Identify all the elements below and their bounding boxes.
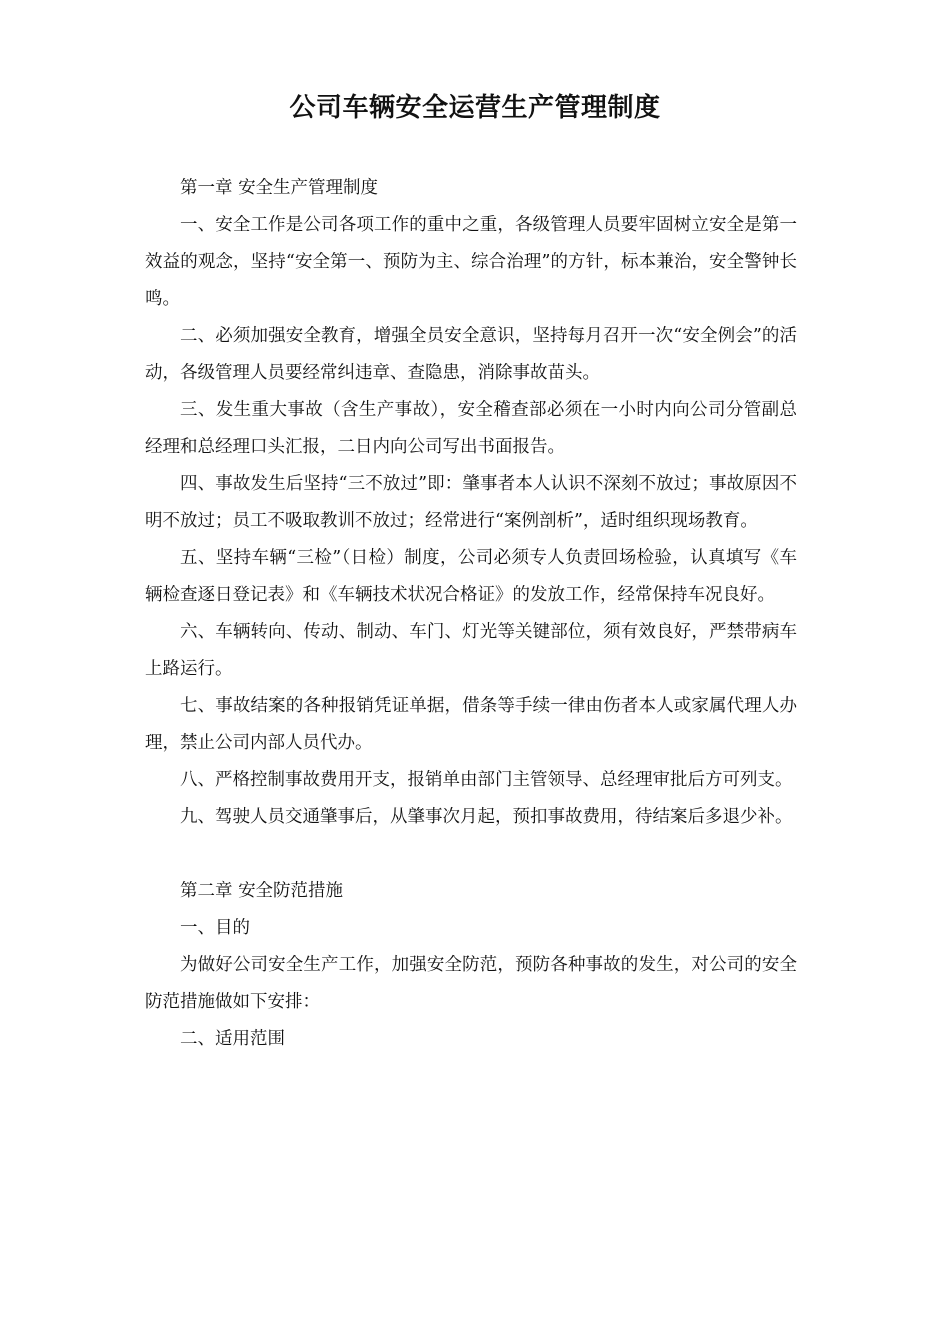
chapter-2-heading: 第二章 安全防范措施 [180, 881, 344, 901]
chapter-1-item-4: 四、事故发生后坚持“三不放过”即：肇事者本人认识不深刻不放过；事故原因不明不放过；员工不吸取教训不放过；经常进行“案例剖析”，适时组织现场教育。 [145, 474, 797, 531]
section-scope-heading: 二、适用范围 [180, 1029, 285, 1049]
section-purpose-heading: 一、目的 [180, 918, 250, 938]
document-title: 公司车辆安全运营生产管理制度 [289, 93, 661, 123]
chapter-1-item-1: 一、安全工作是公司各项工作的重中之重，各级管理人员要牢固树立安全是第一效益的观念，坚持“安全第一、预防为主、综合治理”的方针，标本兼治，安全警钟长鸣。 [145, 215, 797, 309]
chapter-1-item-6: 六、车辆转向、传动、制动、车门、灯光等关键部位，须有效良好，严禁带病车上路运行。 [145, 622, 797, 679]
paragraph-spacer [145, 836, 797, 873]
chapter-1-item-2: 二、必须加强安全教育，增强全员安全意识，坚持每月召开一次“安全例会”的活动，各级管理人员要经常纠违章、查隐患，消除事故苗头。 [145, 326, 797, 383]
document-body [145, 170, 797, 1058]
section-purpose-text: 为做好公司安全生产工作，加强安全防范，预防各种事故的发生，对公司的安全防范措施做如下安排： [145, 955, 797, 1012]
chapter-1-item-9: 九、驾驶人员交通肇事后，从肇事次月起，预扣事故费用，待结案后多退少补。 [180, 807, 793, 827]
chapter-1-item-5: 五、坚持车辆“三检”（日检）制度，公司必须专人负责回场检验，认真填写《车辆检查逐日登记表》和《车辆技术状况合格证》的发放工作，经常保持车况良好。 [145, 548, 797, 605]
chapter-1-heading: 第一章 安全生产管理制度 [180, 178, 379, 198]
chapter-1-item-3: 三、发生重大事故（含生产事故），安全稽查部必须在一小时内向公司分管副总经理和总经理口头汇报，二日内向公司写出书面报告。 [145, 400, 797, 457]
chapter-1-item-7: 七、事故结案的各种报销凭证单据，借条等手续一律由伤者本人或家属代理人办理，禁止公司内部人员代办。 [145, 696, 797, 753]
chapter-1-item-8: 八、严格控制事故费用开支，报销单由部门主管领导、总经理审批后方可列支。 [180, 770, 793, 790]
